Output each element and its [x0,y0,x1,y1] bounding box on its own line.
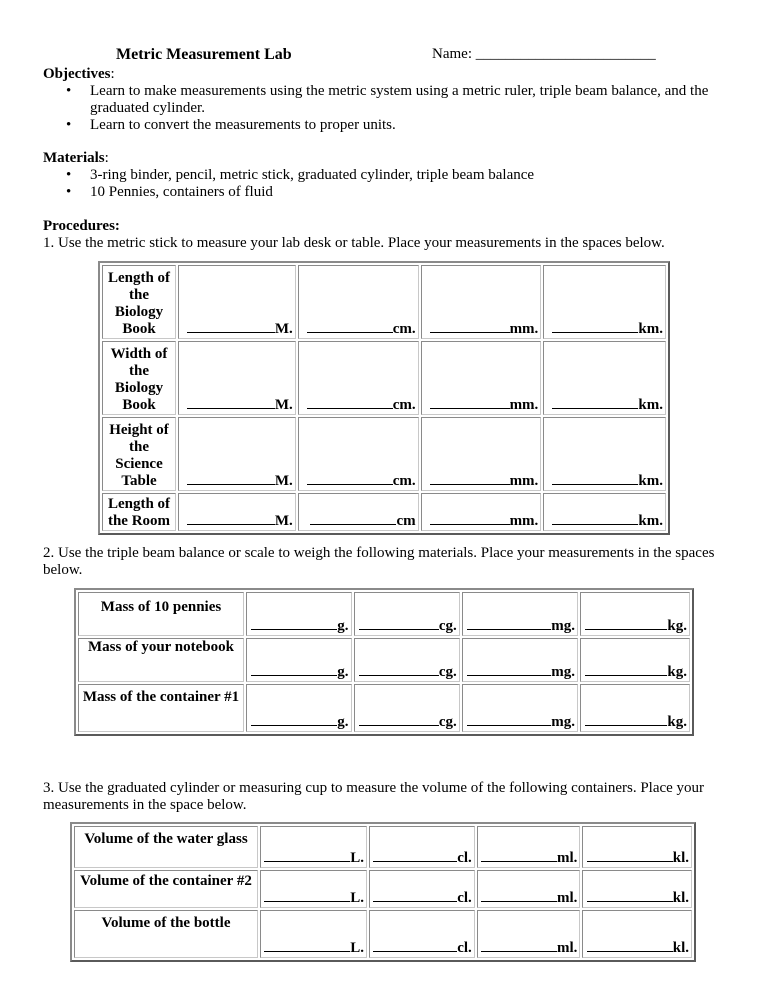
procedure-step-1: 1. Use the metric stick to measure your lab desk or table. Place your measurements in the spaces below. [43,235,665,251]
measure-cell[interactable]: M. [178,493,296,531]
row-label: Length of the Biology Book [102,265,176,339]
measure-cell[interactable]: mm. [421,493,542,531]
row-label: Length of the Room [102,493,176,531]
measure-cell[interactable]: km. [543,341,666,415]
measure-cell[interactable]: cg. [354,638,460,682]
measure-cell[interactable]: mg. [462,592,578,636]
measure-cell[interactable]: km. [543,265,666,339]
measure-cell[interactable]: kg. [580,592,690,636]
measure-cell[interactable]: M. [178,341,296,415]
measure-cell[interactable]: cl. [369,910,475,958]
measure-cell[interactable]: g. [246,592,352,636]
row-label: Volume of the bottle [74,910,258,958]
row-label: Mass of 10 pennies [78,592,244,636]
procedure-step-3: 3. Use the graduated cylinder or measuring cup to measure the volume of the following containers. Place your measurements in the space below. [43,780,705,813]
measure-cell[interactable]: mm. [421,265,542,339]
table-row [102,341,666,415]
list-item: • Learn to convert the measurements to proper units. [66,117,396,133]
length-table [98,261,670,535]
table-row [74,826,692,868]
measure-cell[interactable]: ml. [477,826,581,868]
measure-cell[interactable]: g. [246,638,352,682]
table-row [102,493,666,531]
measure-cell[interactable]: cm [298,493,419,531]
row-label: Volume of the water glass [74,826,258,868]
row-label: Mass of your notebook [78,638,244,682]
measure-cell[interactable]: mm. [421,341,542,415]
table-row [74,910,692,958]
measure-cell[interactable]: M. [178,265,296,339]
measure-cell[interactable]: km. [543,493,666,531]
measure-cell[interactable]: cm. [298,417,419,491]
measure-cell[interactable]: kg. [580,638,690,682]
materials-heading: Materials: [43,150,109,166]
procedures-heading: Procedures: [43,218,120,234]
measure-cell[interactable]: L. [260,910,367,958]
header-row [0,46,768,66]
table-row [78,638,690,682]
table-row [102,265,666,339]
row-label: Mass of the container #1 [78,684,244,732]
measure-cell[interactable]: cl. [369,826,475,868]
measure-cell[interactable]: ml. [477,870,581,908]
row-label: Height of the Science Table [102,417,176,491]
measure-cell[interactable]: L. [260,826,367,868]
measure-cell[interactable]: cm. [298,265,419,339]
measure-cell[interactable]: mg. [462,684,578,732]
measure-cell[interactable]: mg. [462,638,578,682]
row-label: Volume of the container #2 [74,870,258,908]
procedure-step-2: 2. Use the triple beam balance or scale to weigh the following materials. Place your measurements in the spaces below. [43,545,715,578]
materials-list [43,167,733,201]
measure-cell[interactable]: cg. [354,684,460,732]
measure-cell[interactable]: kl. [582,910,692,958]
row-label: Width of the Biology Book [102,341,176,415]
measure-cell[interactable]: kg. [580,684,690,732]
measure-cell[interactable]: kl. [582,826,692,868]
volume-table [70,822,696,962]
measure-cell[interactable]: cm. [298,341,419,415]
table-row [102,417,666,491]
list-item: • 10 Pennies, containers of fluid [66,184,273,200]
measure-cell[interactable]: km. [543,417,666,491]
table-row [78,684,690,732]
objectives-list [43,83,733,134]
list-item: • Learn to make measurements using the metric system using a metric ruler, triple beam balance, and the graduated cylinder. [66,83,709,116]
measure-cell[interactable]: L. [260,870,367,908]
mass-table [74,588,694,736]
measure-cell[interactable]: mm. [421,417,542,491]
table-row [74,870,692,908]
measure-cell[interactable]: cg. [354,592,460,636]
page-title: Metric Measurement Lab [116,46,292,63]
measure-cell[interactable]: M. [178,417,296,491]
measure-cell[interactable]: g. [246,684,352,732]
measure-cell[interactable]: kl. [582,870,692,908]
name-field[interactable]: Name: ________________________ [432,46,656,62]
objectives-heading: Objectives: [43,66,115,82]
measure-cell[interactable]: cl. [369,870,475,908]
list-item: • 3-ring binder, pencil, metric stick, graduated cylinder, triple beam balance [66,167,535,183]
table-row [78,592,690,636]
measure-cell[interactable]: ml. [477,910,581,958]
